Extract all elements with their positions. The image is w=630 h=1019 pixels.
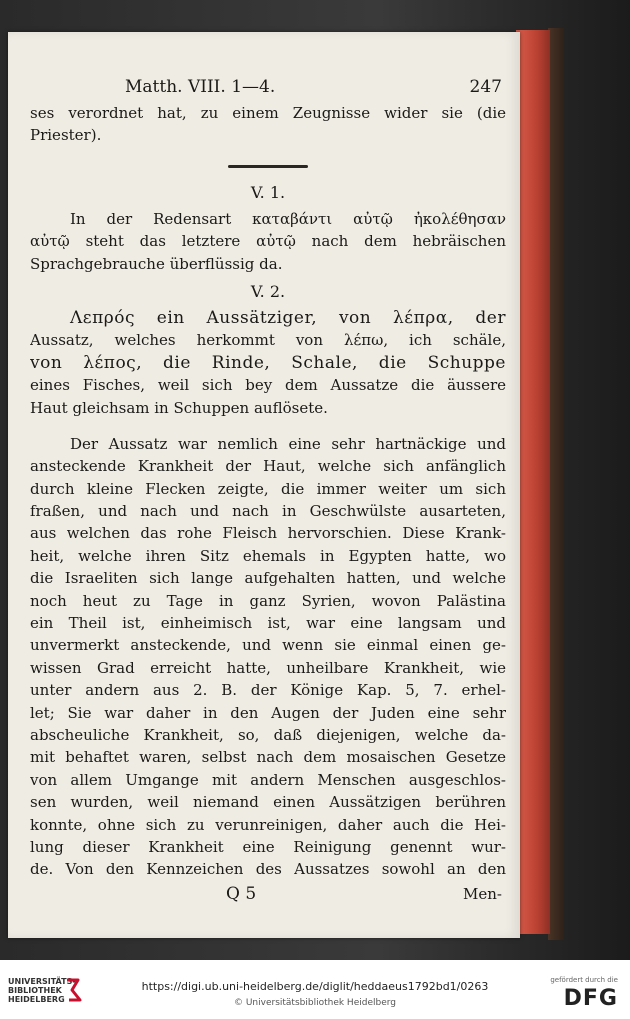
text-line: Aussatz, welches herkommt von λέπω, ich schäle, [30, 331, 506, 350]
verse-heading-2: V. 2. [250, 281, 286, 301]
page-footer [30, 883, 506, 907]
text-line: In der Redensart καταβάντι αὐτῷ ἠκολέθησαν [70, 209, 506, 228]
page-text [30, 68, 506, 907]
header-reference: Matth. VIII. 1—4. [125, 77, 276, 97]
text-line: durch kleine Flecken zeigte, die immer weiter um sich [30, 479, 506, 498]
running-header [30, 76, 506, 102]
text-line: mit behaftet waren, selbst nach dem mosaischen Gesetze [30, 748, 506, 767]
book-page [8, 32, 520, 938]
text-line: ansteckende Krankheit der Haut, welche sich anfänglich [30, 457, 506, 476]
text-line: unvermerkt ansteckende, und wenn sie einmal einen ge- [30, 636, 506, 655]
signature-mark: Q 5 [226, 883, 257, 904]
permalink-url[interactable]: https://digi.ub.uni-heidelberg.de/diglit/heddaeus1792bd1/0263 [141, 980, 489, 993]
book-cover-edge [548, 28, 564, 940]
text-line: heit, welche ihren Sitz ehemals in Egypten hatte, wo [30, 546, 506, 565]
text-line: eines Fisches, weil sich bey dem Aussatze die äussere [30, 376, 506, 395]
main-paragraph [30, 433, 506, 881]
text-line: de. Von den Kennzeichen des Aussatzes sowohl an den [30, 860, 506, 879]
funding-note: gefördert durch die [550, 976, 618, 984]
text-line: sen wurden, weil niemand einen Aussätzigen berühren [30, 793, 506, 812]
text-line: von λέπος, die Rinde, Schale, die Schuppe [30, 352, 506, 373]
text-line: ses verordnet hat, zu einem Zeugnisse wider sie (die [30, 104, 506, 122]
text-line: die Israeliten sich lange aufgehalten hatten, und welche [30, 569, 506, 588]
text-line: fraßen, und nach und nach in Geschwülste ausarteten, [30, 502, 506, 521]
text-line: aus welchen das rohe Fleisch hervorschien. Diese Krank- [30, 524, 506, 543]
text-line: let; Sie war daher in den Augen der Juden eine sehr [30, 703, 506, 722]
copyright-text: © Universitätsbibliothek Heidelberg [233, 998, 396, 1008]
logo-line: BIBLIOTHEK [8, 986, 62, 995]
text-line: Priester). [30, 126, 102, 145]
text-line: wissen Grad erreicht hatte, unheilbare Krankheit, wie [30, 658, 506, 677]
logo-line: UNIVERSITÄTS- [8, 977, 76, 986]
dfg-logo: DFG [563, 986, 618, 1011]
text-line: Der Aussatz war nemlich eine sehr hartnäckige und [70, 434, 506, 453]
text-line: αὐτῷ steht das letztere αὐτῷ nach dem hebräischen [30, 232, 506, 251]
viewer-footer [0, 960, 630, 1019]
text-line: abscheuliche Krankheit, so, daß diejenigen, welche da- [30, 725, 506, 744]
text-line: ein Theil ist, einheimisch ist, war eine langsam und [30, 614, 506, 633]
text-line: unter andern aus 2. B. der Könige Kap. 5, 7. erhel- [30, 681, 506, 700]
text-line: Haut gleichsam in Schuppen auflösete. [30, 398, 328, 417]
catchword: Men- [463, 884, 502, 903]
section-rule [228, 165, 308, 168]
text-line: lung dieser Krankheit eine Reinigung genennt wur- [30, 837, 506, 856]
text-line: noch heut zu Tage in ganz Syrien, wovon Palästina [30, 591, 506, 610]
verse-heading-1: V. 1. [250, 182, 286, 202]
red-page-edges [516, 30, 550, 934]
page-number: 247 [469, 77, 502, 97]
text-line: Λεπρός ein Aussätziger, von λέπρα, der [70, 307, 506, 328]
paragraph-spacer [30, 419, 506, 433]
logo-line: HEIDELBERG [8, 995, 65, 1004]
text-line: konnte, ohne sich zu verunreinigen, daher auch die Hei- [30, 815, 506, 834]
text-line: Sprachgebrauche überflüssig da. [30, 254, 283, 273]
text-line: von allem Umgange mit andern Menschen ausgeschlos- [30, 770, 506, 789]
